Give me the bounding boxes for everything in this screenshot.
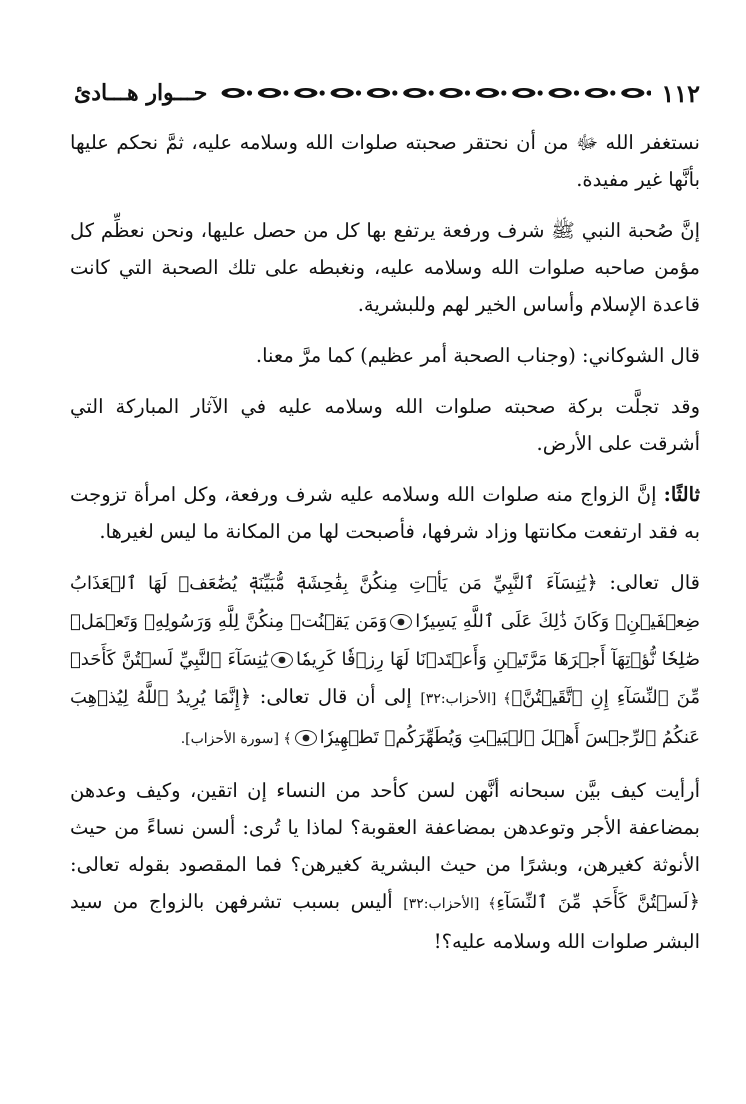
- verse-citation-3: ﴾ [الأحزاب:٣٢]: [403, 896, 497, 912]
- verse-end-marker-icon: [390, 614, 412, 630]
- verse-end-marker-icon: [295, 730, 317, 746]
- decorative-border-ornament: [215, 84, 651, 102]
- quran-verse-1: يَٰنِسَآءَ ٱلنَّبِيِّ مَن يَأۡتِ مِنكُنَّ بِفَٰحِشَةٖ مُّبَيِّنَةٖ يُضَٰعَفۡ لَهَا ٱلۡعَذَابُ ضِعۡفَيۡنِۚ وَكَانَ ذَٰلِكَ عَلَى ٱللَّهِ يَسِيرٗا: [70, 573, 700, 632]
- paragraph-2: إنَّ صُحبة النبي ﷺ شرف ورفعة يرتفع بها كل من حصل عليها، ونحن نعظِّم كل مؤمن صاحبه صلوات الله وسلامه عليه، ونغبطه على تلك الصحبة التي كانت قاعدة الإسلام وأساس الخير لهم وللبشرية.: [70, 219, 700, 316]
- ornament-chain-icon: [215, 84, 651, 102]
- page-header: [74, 76, 700, 110]
- quran-verse-2: وَمَن يَقۡنُتۡ مِنكُنَّ لِلَّهِ وَرَسُولِهِۦ وَتَعۡمَلۡ صَٰلِحٗا نُّؤۡتِهَآ أَجۡرَهَا مَرَّتَيۡنِ وَأَعۡتَدۡنَا لَهَا رِزۡقٗا كَرِيمٗا: [70, 611, 700, 670]
- ornament-link-icon: [585, 88, 616, 98]
- section-lead-label: ثالثًا:: [663, 483, 700, 506]
- ornament-link-icon: [404, 88, 435, 98]
- ornament-link-icon: [476, 88, 507, 98]
- ornament-link-icon: [513, 88, 544, 98]
- ornament-link-icon: [549, 88, 580, 98]
- paragraph-6: [70, 564, 700, 758]
- quran-verse-3: يَٰنِسَآءَ ٱلنَّبِيِّ لَسۡتُنَّ كَأَحَدٖ مِّنَ ٱلنِّسَآءِ إِنِ ٱتَّقَيۡتُنَّۚ: [70, 649, 700, 708]
- paragraph-7-text-a: أرأيت كيف بيَّن سبحانه أنَّهن لسن كأحد من النساء إن اتقين، وكيف وعدهن بمضاعفة الأجر وتوعدهن بمضاعفة العقوبة؟ لماذا يا تُرى: ألسن نساءً من حيث الأنوثة كغيرهن، وبشرًا من حيث البشرية كغيرهن؟ فما المقصود بقوله تعالى: ﴿: [70, 779, 701, 913]
- ornament-link-icon: [622, 88, 652, 98]
- paragraph-5-text: إنَّ الزواج منه صلوات الله وسلامه عليه شرف ورفعة، وكل امرأة تزوجت به فقد ارتفعت مكانتها وزاد شرفها، فأصبحت لها من المكانة ما ليس لغيرها.: [70, 483, 700, 543]
- ornament-link-icon: [367, 88, 398, 98]
- verse-intro: قال تعالى: ﴿: [586, 571, 700, 594]
- verse-end-marker-icon: [271, 652, 293, 668]
- running-title: حـــوار هـــادئ: [74, 80, 208, 106]
- verse-citation-2: ﴾ [سورة الأحزاب].: [180, 731, 292, 747]
- paragraph-1: نستغفر الله ﷻ من أن نحتقر صحبته صلوات الله وسلامه عليه، ثمَّ نحكم عليها بأنَّها غير مفيدة.: [70, 131, 700, 191]
- ornament-link-icon: [222, 88, 253, 98]
- quran-verse-5: لَسۡتُنَّ كَأَحَدٖ مِّنَ ٱلنِّسَآءِ: [496, 892, 689, 913]
- ornament-link-icon: [440, 88, 471, 98]
- ornament-link-icon: [295, 88, 326, 98]
- paragraph-7-text-b: أليس بسبب تشرفهن بالزواج من سيد البشر صلوات الله وسلامه عليه؟!: [70, 890, 700, 953]
- verse-transition: إلى أن قال تعالى: ﴿: [239, 685, 421, 708]
- paragraph-4: وقد تجلَّت بركة صحبته صلوات الله وسلامه عليه في الآثار المباركة التي أشرقت على الأرض.: [70, 395, 700, 455]
- page-body: [70, 124, 700, 974]
- paragraph-7: [70, 772, 700, 960]
- ornament-link-icon: [258, 88, 289, 98]
- paragraph-3: قال الشوكاني: (وجناب الصحبة أمر عظيم) كما مرَّ معنا.: [255, 344, 700, 367]
- quran-verse-4: إِنَّمَا يُرِيدُ ٱللَّهُ لِيُذۡهِبَ عَنكُمُ ٱلرِّجۡسَ أَهۡلَ ٱلۡبَيۡتِ وَيُطَهِّرَكُمۡ تَطۡهِيرٗا: [70, 687, 700, 748]
- paragraph-5: [70, 476, 700, 550]
- verse-citation-1: ﴾ [الأحزاب:٣٢]: [420, 691, 512, 707]
- page-number: ١١٢: [661, 78, 700, 108]
- ornament-link-icon: [331, 88, 362, 98]
